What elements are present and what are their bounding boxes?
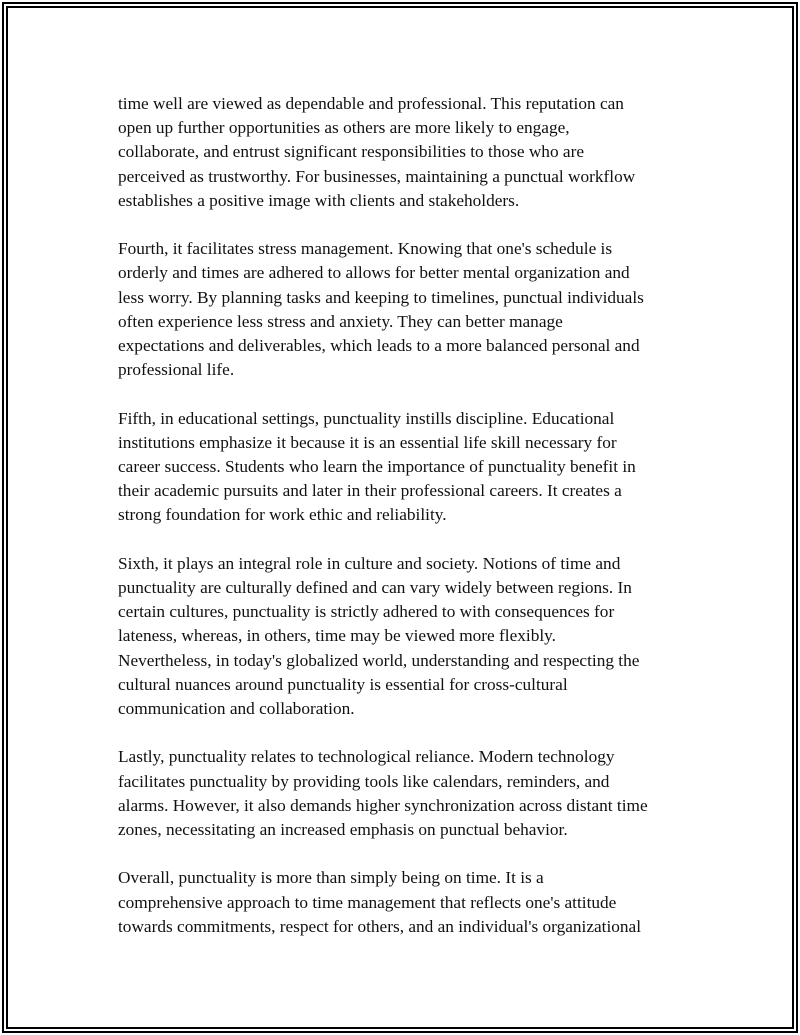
text-line: facilitates punctuality by providing tools like calendars, reminders, and bbox=[118, 771, 610, 791]
text-line: communication and collaboration. bbox=[118, 699, 355, 719]
text-line: Sixth, it plays an integral role in culture and society. Notions of time and bbox=[118, 553, 621, 573]
text-line: Fifth, in educational settings, punctuality instills discipline. Educational bbox=[118, 408, 615, 428]
text-line: open up further opportunities as others are more likely to engage, bbox=[118, 118, 570, 138]
text-line: comprehensive approach to time management that reflects one's attitude bbox=[118, 892, 617, 912]
text-line: Overall, punctuality is more than simply being on time. It is a bbox=[118, 868, 544, 888]
text-line: often experience less stress and anxiety. They can better manage bbox=[118, 311, 563, 331]
text-line: towards commitments, respect for others, and an individual's organizational bbox=[118, 916, 642, 936]
text-line: less worry. By planning tasks and keeping to timelines, punctual individuals bbox=[118, 287, 644, 307]
paragraph-sixth bbox=[118, 552, 693, 721]
text-line: institutions emphasize it because it is an essential life skill necessary for bbox=[118, 432, 617, 452]
text-line: alarms. However, it also demands higher synchronization across distant time bbox=[118, 795, 648, 815]
text-line: cultural nuances around punctuality is essential for cross-cultural bbox=[118, 674, 568, 694]
text-line: orderly and times are adhered to allows for better mental organization and bbox=[118, 263, 630, 283]
text-line: expectations and deliverables, which leads to a more balanced personal and bbox=[118, 336, 640, 356]
document-body bbox=[118, 92, 693, 963]
text-line: professional life. bbox=[118, 360, 235, 380]
paragraph-overall bbox=[118, 866, 693, 939]
text-line: Fourth, it facilitates stress management. Knowing that one's schedule is bbox=[118, 239, 613, 259]
text-line: time well are viewed as dependable and professional. This reputation can bbox=[118, 94, 624, 113]
text-line: Nevertheless, in today's globalized world, understanding and respecting the bbox=[118, 650, 640, 670]
text-line: their academic pursuits and later in their professional careers. It creates a bbox=[118, 481, 622, 501]
paragraph-reputation bbox=[118, 92, 693, 213]
text-line: strong foundation for work ethic and reliability. bbox=[118, 505, 447, 525]
text-line: perceived as trustworthy. For businesses, maintaining a punctual workflow bbox=[118, 166, 636, 186]
text-line: career success. Students who learn the importance of punctuality benefit in bbox=[118, 457, 636, 477]
text-line: establishes a positive image with clients and stakeholders. bbox=[118, 190, 520, 210]
text-line: punctuality are culturally defined and can vary widely between regions. In bbox=[118, 578, 632, 598]
text-line: collaborate, and entrust significant responsibilities to those who are bbox=[118, 142, 584, 162]
text-line: zones, necessitating an increased emphasis on punctual behavior. bbox=[118, 820, 568, 840]
text-line: certain cultures, punctuality is strictly adhered to with consequences for bbox=[118, 602, 615, 622]
paragraph-fifth bbox=[118, 407, 693, 528]
text-line: Lastly, punctuality relates to technological reliance. Modern technology bbox=[118, 747, 615, 767]
paragraph-fourth bbox=[118, 237, 693, 382]
text-line: lateness, whereas, in others, time may be viewed more flexibly. bbox=[118, 626, 556, 646]
paragraph-lastly bbox=[118, 745, 693, 842]
